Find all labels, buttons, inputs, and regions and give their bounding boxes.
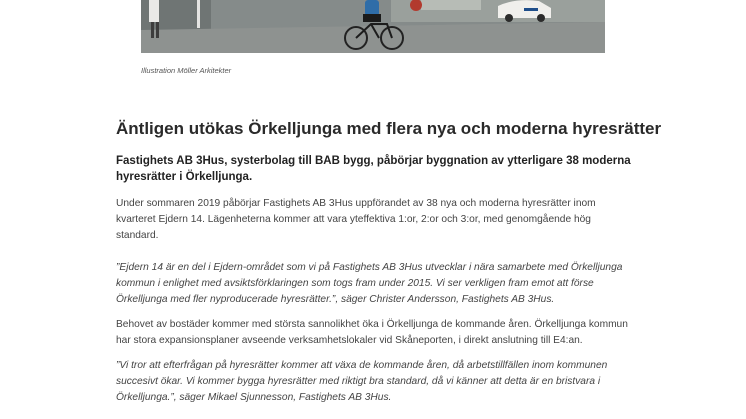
article-paragraph: Under sommaren 2019 påbörjar Fastighets AB 3Hus uppförandet av 38 nya och moderna hyresrätter inom kvarteret Ejdern 14. Lägenheterna kommer att vara yteffektiva 1:or, 2:or och 3:or, med genomgående hög standard. [116,198,596,241]
article-headline: Äntligen utökas Örkelljunga med flera nya och moderna hyresrätter [116,119,662,138]
quote-christer-andersson: ”Ejdern 14 är en del i Ejdern-området som vi på Fastighets AB 3Hus utvecklar i nära samarbete med Örkelljunga kommun i enlighet med avsiktsförklaringen som togs fram under 2015. Vi ser verkligen fram emot att förse Örkelljunga med fler nyproducerade hyresrätter.”, säger Christer Andersson, Fastighets AB 3Hus. [116,262,623,305]
article-paragraph: Behovet av bostäder kommer med största sannolikhet öka i Örkelljunga de kommande åren. Örkelljunga kommun har stora expansionsplaner avseende verksamhetslokaler vid Skåneporten, i direkt anslutning till E4:an. [116,319,628,346]
architect-illustration [141,0,605,53]
image-caption: Illustration Möller Arkitekter [141,66,232,75]
article-lead: Fastighets AB 3Hus, systerbolag till BAB bygg, påbörjar byggnation av ytterligare 38 moderna hyresrätter i Örkelljunga. [116,155,631,183]
quote-mikael-sjunnesson: ”Vi tror att efterfrågan på hyresrätter kommer att växa de kommande åren, då arbetstillfällen inom kommunen succesivt ökar. Vi kommer bygga hyresrätter med riktigt bra standard, då vi känner att detta är en bristvara i Örkelljunga.”, säger Mikael Sjunnesson, Fastighets AB 3Hus. [116,360,608,403]
street-scene-illustration [141,0,605,53]
